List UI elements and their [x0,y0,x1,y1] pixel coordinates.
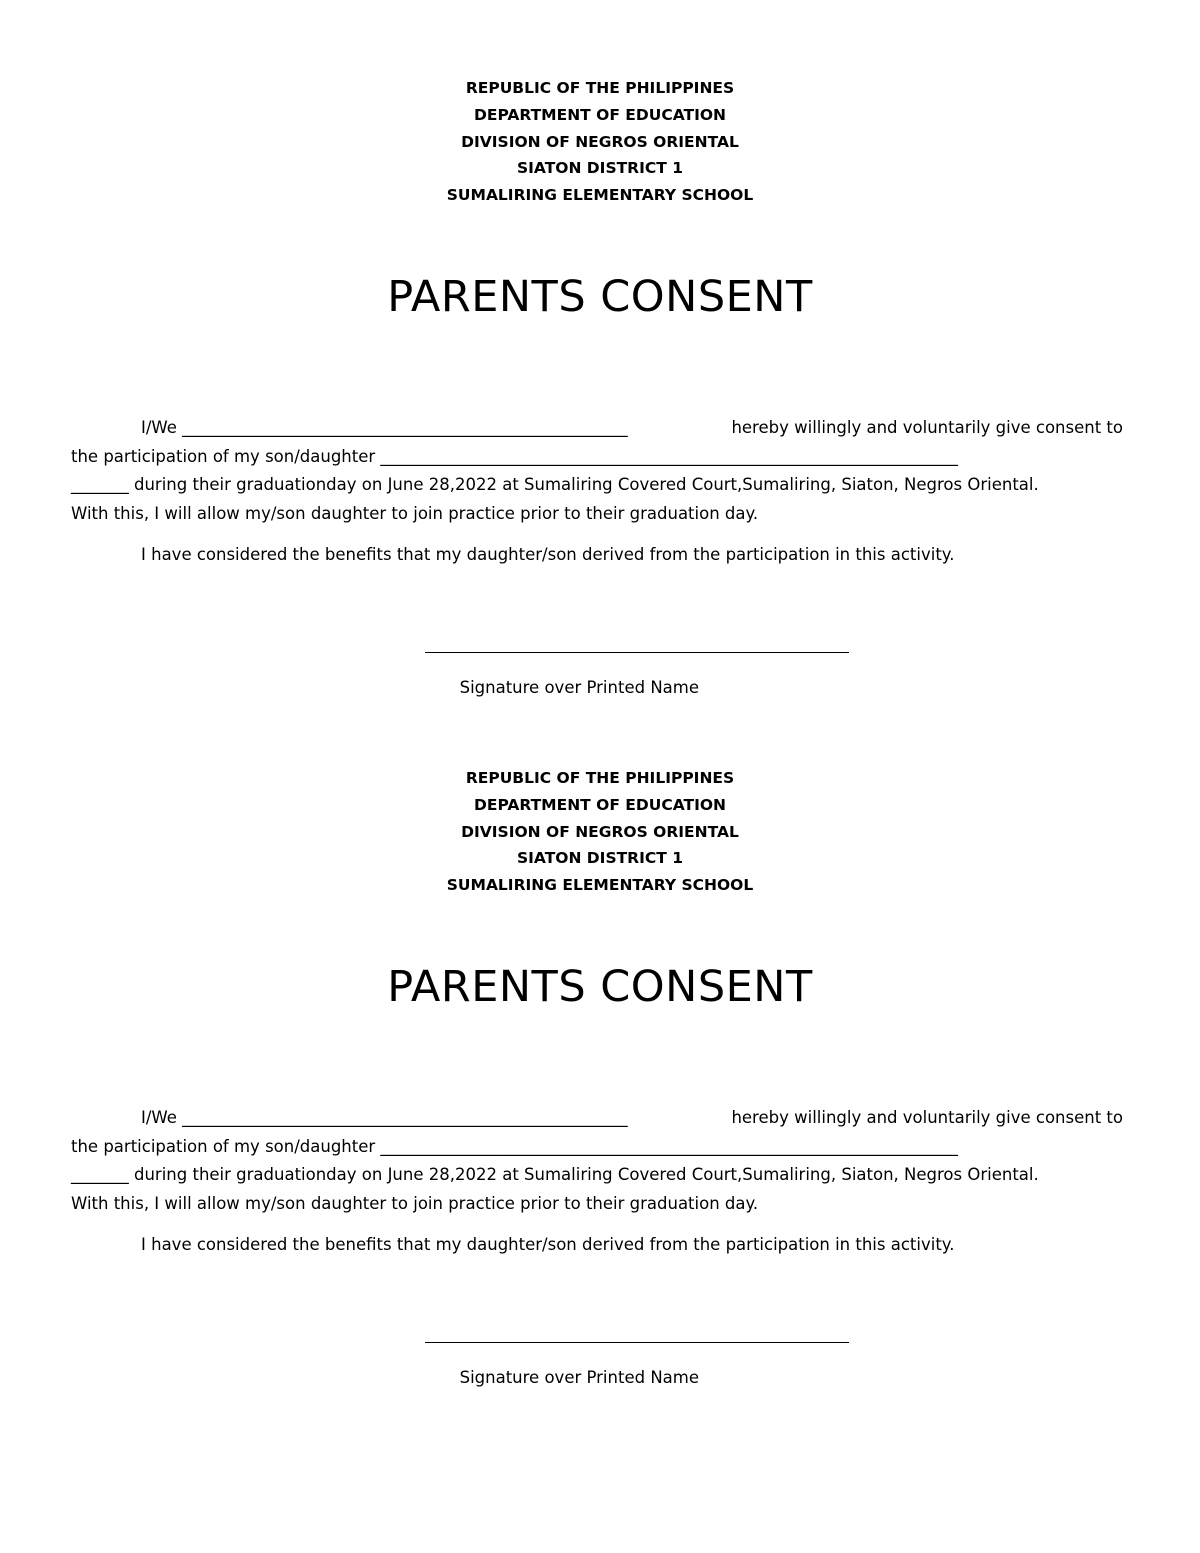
form-title: PARENTS CONSENT [387,962,813,1012]
signature-line [425,1342,849,1343]
header-line-republic: REPUBLIC OF THE PHILIPPINES [465,769,735,787]
benefits-paragraph [71,1231,1123,1260]
consent-line-1 [71,1104,1123,1133]
consent-line-2: the participation of my son/daughter ______________________________________________________________________ [71,446,958,466]
header-line-republic: REPUBLIC OF THE PHILIPPINES [465,79,735,97]
school-header [0,75,1200,209]
signature-label: Signature over Printed Name [459,678,699,697]
consent-line-1 [71,414,1123,443]
benefits-line: I have considered the benefits that my daughter/son derived from the participation in this activity. [141,545,955,564]
consent-statement: hereby willingly and voluntarily give consent to [731,1108,1123,1127]
header-line-department: DEPARTMENT OF EDUCATION [473,795,726,814]
consent-line-2: the participation of my son/daughter ______________________________________________________________________ [71,1136,958,1156]
header-line-district: SIATON DISTRICT 1 [516,159,684,178]
benefits-paragraph [71,541,1123,570]
consent-form-2 [0,690,1200,1387]
consent-statement: hereby willingly and voluntarily give consent to [731,418,1123,437]
header-line-department: DEPARTMENT OF EDUCATION [473,105,726,124]
header-line-school: SUMALIRING ELEMENTARY SCHOOL [446,876,754,895]
parent-name-blank: I/We ______________________________________________________ [141,1108,628,1127]
header-line-division: DIVISION OF NEGROS ORIENTAL [461,132,739,151]
benefits-line: I have considered the benefits that my daughter/son derived from the participation in this activity. [141,1235,955,1254]
signature-label: Signature over Printed Name [459,1368,699,1387]
header-line-district: SIATON DISTRICT 1 [516,849,684,868]
consent-paragraph [71,1104,1123,1218]
school-header [0,765,1200,899]
header-line-division: DIVISION OF NEGROS ORIENTAL [461,822,739,841]
parent-name-blank: I/We ______________________________________________________ [141,418,628,437]
consent-line-4: With this, I will allow my/son daughter to join practice prior to their graduation day. [71,1193,759,1213]
consent-paragraph [71,414,1123,528]
consent-line-3: _______ during their graduationday on June 28,2022 at Sumaliring Covered Court,Sumaliring, Siaton, Negros Oriental. [71,1165,1039,1185]
form-title: PARENTS CONSENT [387,272,813,322]
consent-line-4: With this, I will allow my/son daughter to join practice prior to their graduation day. [71,503,759,523]
signature-line [425,652,849,653]
header-line-school: SUMALIRING ELEMENTARY SCHOOL [446,186,754,205]
consent-line-3: _______ during their graduationday on June 28,2022 at Sumaliring Covered Court,Sumaliring, Siaton, Negros Oriental. [71,475,1039,495]
consent-form-1 [0,0,1200,697]
